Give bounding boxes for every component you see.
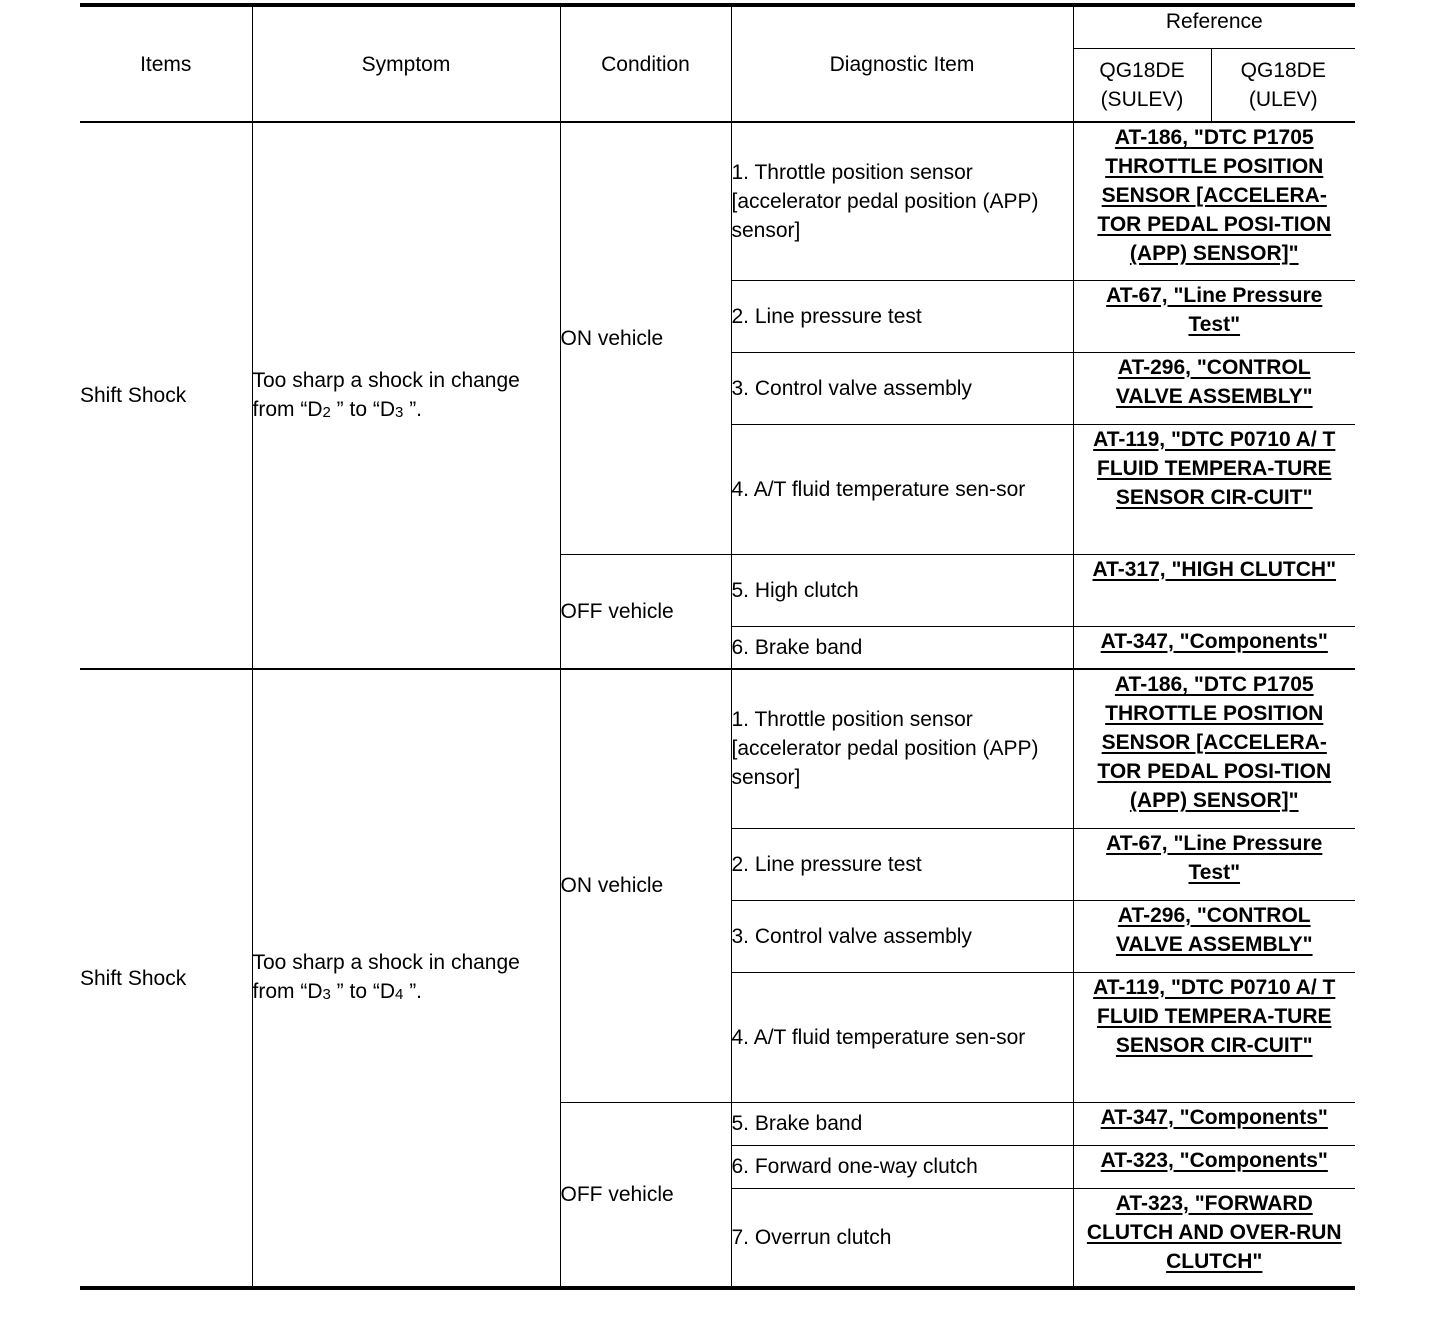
diagnostic-item: 2. Line pressure test <box>731 828 1073 900</box>
reference-cell <box>1073 828 1355 900</box>
reference-link[interactable]: AT-67, "Line Pressure Test" <box>1106 831 1323 884</box>
header-engine-sulev: QG18DE (SULEV) <box>1073 49 1211 123</box>
reference-link[interactable]: AT-119, "DTC P0710 A/ T FLUID TEMPERA-TURE SENSOR CIR-CUIT" <box>1093 975 1336 1057</box>
reference-cell <box>1073 1145 1355 1188</box>
diagnostic-item: 3. Control valve assembly <box>731 900 1073 972</box>
diagnostic-item: 6. Forward one-way clutch <box>731 1145 1073 1188</box>
group-2-item: Shift Shock <box>80 669 252 1288</box>
header-diagnostic-item: Diagnostic Item <box>731 5 1073 122</box>
reference-cell <box>1073 1188 1355 1288</box>
reference-link[interactable]: AT-67, "Line Pressure Test" <box>1106 283 1323 336</box>
reference-link[interactable]: AT-347, "Components" <box>1100 629 1328 653</box>
reference-cell <box>1073 352 1355 424</box>
reference-link[interactable]: AT-186, "DTC P1705 THROTTLE POSITION SENSOR [ACCELERA-TOR PEDAL POSI-TION (APP) SENSOR]" <box>1097 673 1332 812</box>
reference-cell <box>1073 424 1355 554</box>
group-2-on-condition: ON vehicle <box>560 669 731 1102</box>
group-1-off-condition: OFF vehicle <box>560 554 731 669</box>
diagnostic-item: 4. A/T fluid temperature sen-sor <box>731 972 1073 1102</box>
header-engine-ulev: QG18DE (ULEV) <box>1211 49 1355 123</box>
header-reference: Reference <box>1073 5 1355 49</box>
diagnostic-item: 1. Throttle position sensor [accelerator pedal position (APP) sensor] <box>731 122 1073 280</box>
header-condition: Condition <box>560 5 731 122</box>
reference-cell <box>1073 972 1355 1102</box>
reference-link[interactable]: AT-296, "CONTROL VALVE ASSEMBLY" <box>1115 355 1313 408</box>
reference-link[interactable]: AT-317, "HIGH CLUTCH" <box>1092 557 1337 581</box>
reference-cell <box>1073 280 1355 352</box>
reference-cell <box>1073 1102 1355 1145</box>
group-1-on-condition: ON vehicle <box>560 122 731 554</box>
group-1-item: Shift Shock <box>80 122 252 669</box>
reference-link[interactable]: AT-119, "DTC P0710 A/ T FLUID TEMPERA-TURE SENSOR CIR-CUIT" <box>1093 427 1336 509</box>
reference-cell <box>1073 669 1355 828</box>
diagnostic-item: 6. Brake band <box>731 626 1073 669</box>
reference-cell <box>1073 626 1355 669</box>
group-1-symptom: Too sharp a shock in change from “D2 ” to “D3 ”. <box>252 122 560 669</box>
diagnostic-item: 5. Brake band <box>731 1102 1073 1145</box>
group-2-off-condition: OFF vehicle <box>560 1102 731 1288</box>
diagnostic-item: 5. High clutch <box>731 554 1073 626</box>
reference-cell <box>1073 554 1355 626</box>
reference-link[interactable]: AT-323, "FORWARD CLUTCH AND OVER-RUN CLUTCH" <box>1086 1191 1342 1273</box>
header-symptom: Symptom <box>252 5 560 122</box>
reference-link[interactable]: AT-296, "CONTROL VALVE ASSEMBLY" <box>1115 903 1313 956</box>
reference-cell <box>1073 900 1355 972</box>
group-2-symptom: Too sharp a shock in change from “D3 ” to “D4 ”. <box>252 669 560 1288</box>
diagnostic-item: 4. A/T fluid temperature sen-sor <box>731 424 1073 554</box>
reference-link[interactable]: AT-347, "Components" <box>1100 1105 1328 1129</box>
diagnostic-item: 1. Throttle position sensor [accelerator pedal position (APP) sensor] <box>731 669 1073 828</box>
header-items: Items <box>80 5 252 122</box>
reference-link[interactable]: AT-186, "DTC P1705 THROTTLE POSITION SENSOR [ACCELERA-TOR PEDAL POSI-TION (APP) SENSOR]" <box>1097 126 1332 265</box>
diagnostic-item: 3. Control valve assembly <box>731 352 1073 424</box>
reference-cell <box>1073 122 1355 280</box>
reference-link[interactable]: AT-323, "Components" <box>1100 1148 1328 1172</box>
diagnosis-table <box>80 3 1355 1290</box>
diagnostic-item: 7. Overrun clutch <box>731 1188 1073 1288</box>
diagnostic-item: 2. Line pressure test <box>731 280 1073 352</box>
